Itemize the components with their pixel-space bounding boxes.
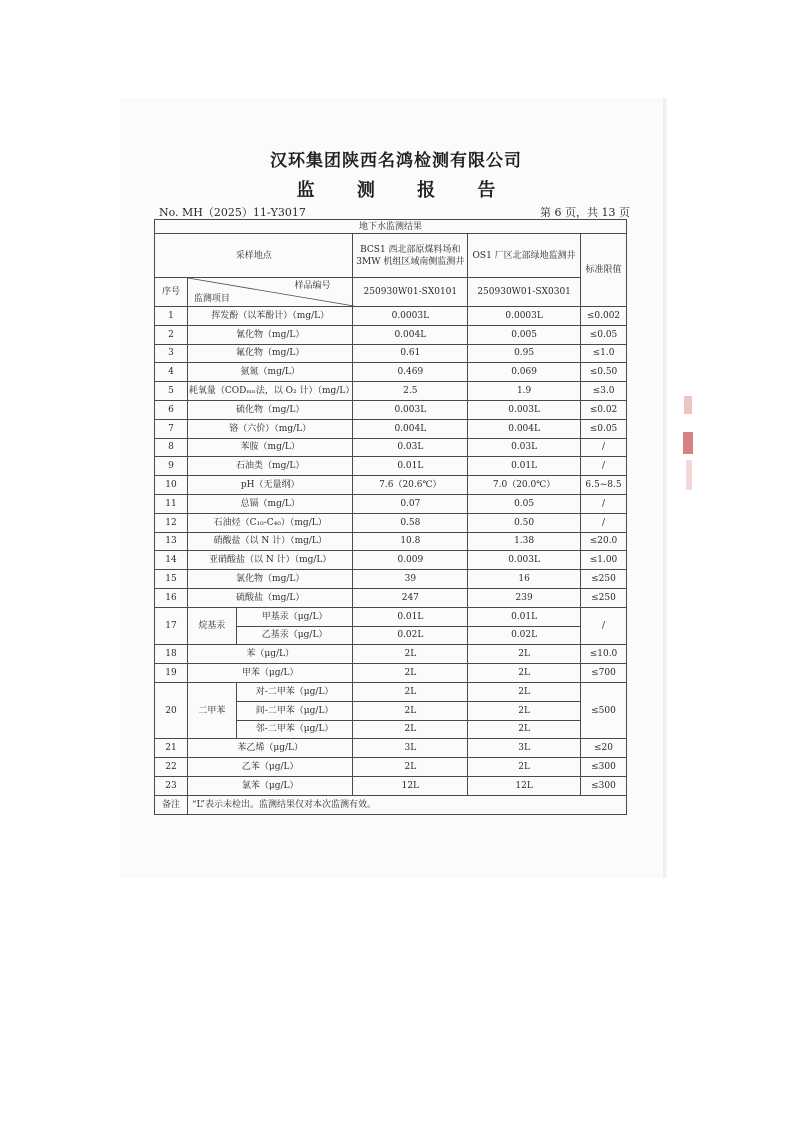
value-site-2: 0.069 bbox=[468, 363, 581, 382]
value-site-1: 3L bbox=[353, 739, 468, 758]
value-site-2: 0.004L bbox=[468, 419, 581, 438]
value-site-1: 0.004L bbox=[353, 419, 468, 438]
parameter-name: 甲基汞（μg/L） bbox=[236, 607, 353, 626]
parameter-name: 氟化物（mg/L） bbox=[187, 344, 353, 363]
value-site-1: 0.01L bbox=[353, 607, 468, 626]
value-site-1: 0.58 bbox=[353, 513, 468, 532]
parameter-name: 挥发酚（以苯酚计）（mg/L） bbox=[187, 307, 353, 326]
parameter-group: 烷基汞 bbox=[187, 607, 236, 645]
standard-limit: ≤300 bbox=[581, 776, 627, 795]
value-site-2: 239 bbox=[468, 588, 581, 607]
row-number: 19 bbox=[155, 664, 188, 683]
value-site-1: 12L bbox=[353, 776, 468, 795]
sample-no-2: 250930W01-SX0301 bbox=[468, 278, 581, 307]
table-row bbox=[155, 438, 627, 457]
seal-fragment bbox=[684, 396, 692, 414]
value-site-2: 0.003L bbox=[468, 551, 581, 570]
standard-limit: ≤0.05 bbox=[581, 325, 627, 344]
value-site-2: 2L bbox=[468, 682, 581, 701]
table-row bbox=[155, 513, 627, 532]
row-number: 9 bbox=[155, 457, 188, 476]
table-row bbox=[155, 476, 627, 495]
value-site-1: 0.01L bbox=[353, 457, 468, 476]
row-number: 15 bbox=[155, 570, 188, 589]
table-row bbox=[155, 588, 627, 607]
value-site-1: 2L bbox=[353, 645, 468, 664]
table-row bbox=[155, 532, 627, 551]
sample-no-1: 250930W01-SX0101 bbox=[353, 278, 468, 307]
note-row bbox=[155, 795, 627, 814]
standard-limit: ≤0.02 bbox=[581, 400, 627, 419]
parameter-group: 二甲苯 bbox=[187, 682, 236, 738]
note-label: 备注 bbox=[155, 795, 188, 814]
parameter-name: 铬（六价）（mg/L） bbox=[187, 419, 353, 438]
row-number: 11 bbox=[155, 494, 188, 513]
row-number: 16 bbox=[155, 588, 188, 607]
table-row bbox=[155, 739, 627, 758]
row-number: 20 bbox=[155, 682, 188, 738]
value-site-1: 2L bbox=[353, 758, 468, 777]
row-number: 23 bbox=[155, 776, 188, 795]
standard-limit: 6.5~8.5 bbox=[581, 476, 627, 495]
parameter-name: 氯化物（mg/L） bbox=[187, 570, 353, 589]
table-row bbox=[155, 776, 627, 795]
value-site-1: 39 bbox=[353, 570, 468, 589]
standard-limit: / bbox=[581, 457, 627, 476]
value-site-1: 0.02L bbox=[353, 626, 468, 645]
parameter-name: 氰化物（mg/L） bbox=[187, 325, 353, 344]
parameter-name: 氯苯（μg/L） bbox=[187, 776, 353, 795]
parameter-name: 耗氧量（CODₘₙ法，以 O₂ 计）（mg/L） bbox=[187, 382, 353, 401]
value-site-2: 0.005 bbox=[468, 325, 581, 344]
seq-header: 序号 bbox=[155, 278, 188, 307]
parameter-name: 邻-二甲苯（μg/L） bbox=[236, 720, 353, 739]
row-number: 13 bbox=[155, 532, 188, 551]
value-site-2: 0.05 bbox=[468, 494, 581, 513]
table-row bbox=[155, 551, 627, 570]
limit-header: 标准限值 bbox=[581, 234, 627, 307]
table-row bbox=[155, 363, 627, 382]
parameter-name: 甲苯（μg/L） bbox=[187, 664, 353, 683]
value-site-1: 2L bbox=[353, 664, 468, 683]
standard-limit: ≤20.0 bbox=[581, 532, 627, 551]
standard-limit: ≤20 bbox=[581, 739, 627, 758]
value-site-2: 1.38 bbox=[468, 532, 581, 551]
row-number: 12 bbox=[155, 513, 188, 532]
table-row bbox=[155, 419, 627, 438]
row-number: 6 bbox=[155, 400, 188, 419]
table-row bbox=[155, 494, 627, 513]
standard-limit: ≤3.0 bbox=[581, 382, 627, 401]
value-site-1: 0.61 bbox=[353, 344, 468, 363]
company-name: 汉环集团陕西名鸿检测有限公司 bbox=[270, 151, 522, 171]
row-number: 17 bbox=[155, 607, 188, 645]
row-number: 1 bbox=[155, 307, 188, 326]
row-number: 5 bbox=[155, 382, 188, 401]
value-site-2: 0.02L bbox=[468, 626, 581, 645]
value-site-1: 247 bbox=[353, 588, 468, 607]
diagonal-header-cell bbox=[187, 278, 353, 307]
row-number: 21 bbox=[155, 739, 188, 758]
value-site-2: 2L bbox=[468, 664, 581, 683]
standard-limit: ≤300 bbox=[581, 758, 627, 777]
standard-limit: ≤1.00 bbox=[581, 551, 627, 570]
standard-limit: / bbox=[581, 607, 627, 645]
standard-limit: ≤0.50 bbox=[581, 363, 627, 382]
table-row bbox=[155, 325, 627, 344]
value-site-2: 7.0（20.0℃） bbox=[468, 476, 581, 495]
row-number: 2 bbox=[155, 325, 188, 344]
standard-limit: ≤500 bbox=[581, 682, 627, 738]
seal-fragment bbox=[683, 432, 693, 454]
parameter-name: 硫酸盐（mg/L） bbox=[187, 588, 353, 607]
value-site-2: 0.01L bbox=[468, 607, 581, 626]
parameter-name: 对-二甲苯（μg/L） bbox=[236, 682, 353, 701]
standard-limit: ≤0.002 bbox=[581, 307, 627, 326]
report-title: 监 测 报 告 bbox=[296, 180, 514, 201]
parameter-name: 总镉（mg/L） bbox=[187, 494, 353, 513]
page-edge bbox=[663, 98, 666, 878]
value-site-1: 0.07 bbox=[353, 494, 468, 513]
value-site-1: 0.003L bbox=[353, 400, 468, 419]
standard-limit: ≤1.0 bbox=[581, 344, 627, 363]
site-1: BCS1 西北部原煤料场和3MW 机组区域南侧监测井 bbox=[353, 234, 468, 278]
standard-limit: ≤10.0 bbox=[581, 645, 627, 664]
table-row bbox=[155, 645, 627, 664]
results-table bbox=[154, 219, 627, 815]
parameter-name: 氨氮（mg/L） bbox=[187, 363, 353, 382]
parameter-name: 乙基汞（μg/L） bbox=[236, 626, 353, 645]
table-row bbox=[155, 664, 627, 683]
parameter-name: pH（无量纲） bbox=[187, 476, 353, 495]
report-number: No. MH（2025）11-Y3017 bbox=[159, 206, 306, 219]
value-site-1: 7.6（20.6℃） bbox=[353, 476, 468, 495]
item-label: 监测项目 bbox=[193, 294, 230, 304]
standard-limit: ≤0.05 bbox=[581, 419, 627, 438]
table-row bbox=[155, 382, 627, 401]
table-row bbox=[155, 400, 627, 419]
sample-no-label: 样品编号 bbox=[294, 281, 331, 291]
value-site-1: 2L bbox=[353, 701, 468, 720]
table-row bbox=[155, 457, 627, 476]
table-row bbox=[155, 570, 627, 589]
parameter-name: 亚硝酸盐（以 N 计）（mg/L） bbox=[187, 551, 353, 570]
table-row bbox=[155, 758, 627, 777]
value-site-1: 0.009 bbox=[353, 551, 468, 570]
value-site-2: 0.03L bbox=[468, 438, 581, 457]
row-number: 7 bbox=[155, 419, 188, 438]
value-site-2: 0.50 bbox=[468, 513, 581, 532]
value-site-2: 0.01L bbox=[468, 457, 581, 476]
value-site-2: 16 bbox=[468, 570, 581, 589]
standard-limit: ≤250 bbox=[581, 570, 627, 589]
value-site-2: 12L bbox=[468, 776, 581, 795]
parameter-name: 乙苯（μg/L） bbox=[187, 758, 353, 777]
site-label: 采样地点 bbox=[155, 234, 353, 278]
table-row bbox=[155, 307, 627, 326]
row-number: 8 bbox=[155, 438, 188, 457]
parameter-name: 间-二甲苯（μg/L） bbox=[236, 701, 353, 720]
value-site-1: 0.0003L bbox=[353, 307, 468, 326]
row-number: 14 bbox=[155, 551, 188, 570]
value-site-2: 0.003L bbox=[468, 400, 581, 419]
parameter-name: 苯（μg/L） bbox=[187, 645, 353, 664]
parameter-name: 硫化物（mg/L） bbox=[187, 400, 353, 419]
value-site-2: 1.9 bbox=[468, 382, 581, 401]
value-site-2: 0.95 bbox=[468, 344, 581, 363]
seal-fragment bbox=[686, 460, 692, 490]
value-site-2: 2L bbox=[468, 720, 581, 739]
section-title: 地下水监测结果 bbox=[155, 220, 627, 234]
value-site-2: 3L bbox=[468, 739, 581, 758]
value-site-1: 0.03L bbox=[353, 438, 468, 457]
value-site-1: 2L bbox=[353, 682, 468, 701]
page-indicator: 第 6 页，共 13 页 bbox=[540, 206, 630, 219]
parameter-name: 硝酸盐（以 N 计）（mg/L） bbox=[187, 532, 353, 551]
standard-limit: / bbox=[581, 438, 627, 457]
parameter-name: 石油烃（C₁₀-C₄₀）（mg/L） bbox=[187, 513, 353, 532]
value-site-1: 0.469 bbox=[353, 363, 468, 382]
standard-limit: ≤700 bbox=[581, 664, 627, 683]
parameter-name: 苯乙烯（μg/L） bbox=[187, 739, 353, 758]
value-site-1: 2.5 bbox=[353, 382, 468, 401]
value-site-2: 2L bbox=[468, 701, 581, 720]
value-site-2: 2L bbox=[468, 758, 581, 777]
table-row bbox=[155, 607, 627, 626]
value-site-1: 0.004L bbox=[353, 325, 468, 344]
standard-limit: / bbox=[581, 494, 627, 513]
table-row bbox=[155, 682, 627, 701]
parameter-name: 苯胺（mg/L） bbox=[187, 438, 353, 457]
row-number: 22 bbox=[155, 758, 188, 777]
table-row bbox=[155, 344, 627, 363]
standard-limit: / bbox=[581, 513, 627, 532]
standard-limit: ≤250 bbox=[581, 588, 627, 607]
value-site-1: 10.8 bbox=[353, 532, 468, 551]
value-site-2: 0.0003L bbox=[468, 307, 581, 326]
row-number: 10 bbox=[155, 476, 188, 495]
row-number: 18 bbox=[155, 645, 188, 664]
row-number: 3 bbox=[155, 344, 188, 363]
value-site-2: 2L bbox=[468, 645, 581, 664]
site-2: OS1 厂区北部绿地监测井 bbox=[468, 234, 581, 278]
value-site-1: 2L bbox=[353, 720, 468, 739]
parameter-name: 石油类（mg/L） bbox=[187, 457, 353, 476]
note-text: “L”表示未检出。监测结果仅对本次监测有效。 bbox=[187, 795, 626, 814]
row-number: 4 bbox=[155, 363, 188, 382]
